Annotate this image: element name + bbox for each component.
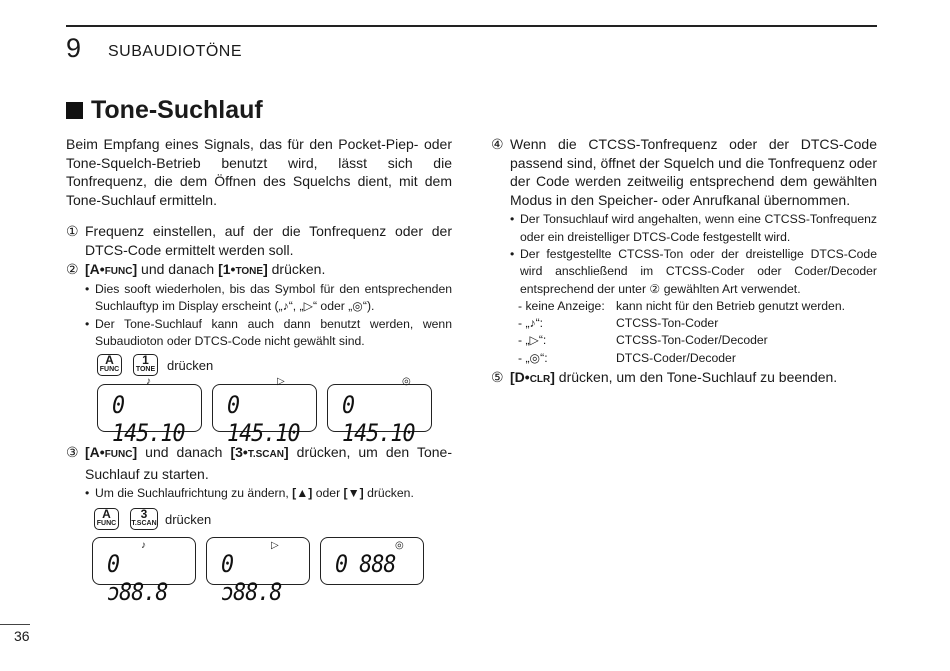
step-5 (491, 368, 877, 390)
left-column (66, 135, 452, 350)
tone-decoder-icon: ▷ (277, 376, 285, 387)
header-rule (66, 25, 877, 27)
lcd-readout: 0 888 (335, 550, 396, 578)
bullet-text: Der Tone-Suchlauf kann auch dann benutzt werden, wenn Subaudioton oder DTCS-Code nicht gewählt sind. (95, 316, 452, 349)
key-ref-end: ] (132, 260, 138, 277)
step-number: ③ (66, 444, 79, 460)
bullet-item: • Um die Suchlaufrichtung zu ändern, [▲] oder [▼] drücken. (85, 486, 414, 501)
indicator-value: CTCSS-Ton-Coder/Decoder (616, 333, 768, 348)
indicator-key: - „♪“: (518, 316, 544, 331)
key-ref-sub: CLR (529, 374, 551, 386)
key-ref-sub: T.SCAN (247, 449, 284, 460)
step-number: ④ (491, 136, 504, 152)
key-ref: [1• (218, 260, 236, 277)
step-text (85, 443, 452, 483)
bullet-item: • Der festgestellte CTCSS-Ton oder der dreistellige DTCS-Code wird anschließend im CTCSS-Coder oder Coder/Decoder entsprechend der unter ② gewählten Art verwendet. (510, 246, 877, 298)
indicator-row (518, 350, 877, 367)
key-ref-end: ] (132, 444, 138, 460)
press-label-2: drücken (165, 512, 212, 527)
bullet-text: Der festgestellte CTCSS-Ton oder der dreistellige DTCS-Code wird anschließend im CTCSS-Coder oder Coder/Decoder entsprechend der unter ② gewählten Art verwendet. (520, 246, 877, 296)
lcd-readout: 0 145.10 (112, 391, 185, 447)
page-number: 36 (14, 628, 30, 644)
down-key: [▼] (343, 486, 364, 501)
right-column (491, 135, 877, 390)
lcd-display-5 (206, 537, 310, 606)
lcd-display-6 (320, 537, 424, 585)
bullet-item: • Dies sooft wiederholen, bis das Symbol für den entsprechenden Suchlauftyp im Display erscheint („♪“, „▷“ oder „◎“). (85, 281, 452, 316)
indicator-key: - „◎“: (518, 350, 548, 365)
chapter-number: 9 (66, 33, 82, 63)
step-number: ② (66, 260, 79, 277)
lcd-display-1 (97, 376, 202, 447)
step-2 (66, 260, 452, 282)
step-1 (66, 222, 452, 259)
step-text: Frequenz einstellen, auf der die Tonfrequenz oder der DTCS-Code ermittelt werden soll. (85, 223, 452, 258)
section-title: Tone-Suchlauf (91, 96, 263, 124)
indicator-key: - keine Anzeige: (518, 298, 605, 313)
bullet-item: • Der Tonsuchlauf wird angehalten, wenn eine CTCSS-Tonfrequenz oder ein dreistelliger DTCS-Code festgestellt wird. (510, 211, 877, 246)
chapter-title: SUBAUDIOTÖNE (108, 43, 243, 60)
step-text (85, 260, 325, 282)
key-ref: [A• (85, 444, 105, 460)
key-ref-sub: TONE (235, 265, 264, 277)
step-3-block (66, 443, 452, 502)
note-icon: ♪ (146, 376, 151, 387)
key-a-func: A FUNC (97, 354, 122, 376)
key-3-tscan: 3 T.SCAN (130, 508, 158, 530)
indicator-row (518, 332, 877, 349)
tone-decoder-icon: ▷ (271, 540, 279, 551)
key-1-tone: 1 TONE (133, 354, 158, 376)
key-a-func-2: A FUNC (94, 508, 119, 530)
bullet-text: oder (312, 486, 344, 501)
key-ref-sub: FUNC (104, 449, 133, 460)
intro-paragraph: Beim Empfang eines Signals, das für den Pocket-Piep- oder Tone-Squelch-Betrieb benutzt wird, lässt sich die Tonfrequenz, die dem Öffnen des Squelchs dient, mit dem Tone-Suchlauf ermitteln. (66, 136, 452, 208)
step-4-bullets (510, 211, 877, 367)
step-3-bullets (85, 485, 452, 502)
bullet-text: Dies sooft wiederholen, bis das Symbol für den entsprechenden Suchlauftyp im Display erscheint („♪“, „▷“ oder „◎“). (95, 282, 452, 314)
indicator-row (518, 315, 877, 332)
step-number: ① (66, 223, 79, 240)
lcd-display-2 (212, 376, 317, 447)
key-ref-sub: FUNC (104, 265, 133, 277)
footer-rule (0, 624, 30, 625)
step-text (510, 368, 837, 390)
dtcs-icon: ◎ (395, 540, 404, 551)
text: und danach (137, 260, 219, 277)
lcd-readout: 0 ɔ88.8 (107, 550, 168, 606)
lcd-display-3 (327, 376, 432, 447)
indicator-key: - „▷“: (518, 333, 547, 348)
bullet-item: • Der Tone-Suchlauf kann auch dann benutzt werden, wenn Subaudioton oder DTCS-Code nicht gewählt sind. (85, 316, 452, 351)
press-label: drücken (167, 358, 214, 373)
step-number: ⑤ (491, 369, 504, 386)
text: drücken. (267, 260, 326, 277)
key-ref: [3• (230, 444, 248, 460)
indicator-value: DTCS-Coder/Decoder (616, 350, 736, 365)
step-4 (491, 135, 877, 209)
step-text: Wenn die CTCSS-Tonfrequenz oder der DTCS-Code passend sind, öffnet der Squelch und die Tonfrequenz oder der Code werden zeitweilig entsprechend dem gewählten Modus in den Speicher- oder Anrufkanal übernommen. (510, 136, 877, 208)
text: drücken, um den Tone-Suchlauf zu starten. (85, 444, 452, 482)
indicator-row (518, 298, 877, 315)
lcd-display-4 (92, 537, 196, 606)
lcd-readout: 0 ɔ88.8 (221, 550, 282, 606)
indicator-value: CTCSS-Ton-Coder (616, 316, 719, 331)
step-2-bullets (85, 281, 452, 350)
indicator-table (518, 298, 877, 367)
bullet-text: Um die Suchlaufrichtung zu ändern, (95, 486, 293, 501)
step-3 (66, 443, 452, 483)
bullet-text: Der Tonsuchlauf wird angehalten, wenn eine CTCSS-Tonfrequenz oder ein dreistelliger DTCS-Code festgestellt wird. (520, 212, 877, 244)
lcd-readout: 0 145.10 (227, 391, 300, 447)
text: drücken, um den Tone-Suchlauf zu beenden. (554, 369, 838, 386)
text: und danach (137, 444, 231, 460)
key-ref-end: ] (263, 260, 268, 277)
up-key: [▲] (292, 486, 313, 501)
square-bullet-icon (66, 102, 83, 119)
bullet-text: drücken. (363, 486, 414, 501)
key-ref-end: ] (550, 369, 555, 386)
indicator-value: kann nicht für den Betrieb genutzt werden. (616, 298, 845, 313)
dtcs-icon: ◎ (402, 376, 411, 387)
note-icon: ♪ (141, 540, 146, 551)
key-ref: [A• (85, 260, 105, 277)
lcd-readout: 0 145.10 (342, 391, 415, 447)
key-ref: [D• (510, 369, 530, 386)
key-ref-end: ] (283, 444, 289, 460)
section-heading (66, 96, 263, 125)
